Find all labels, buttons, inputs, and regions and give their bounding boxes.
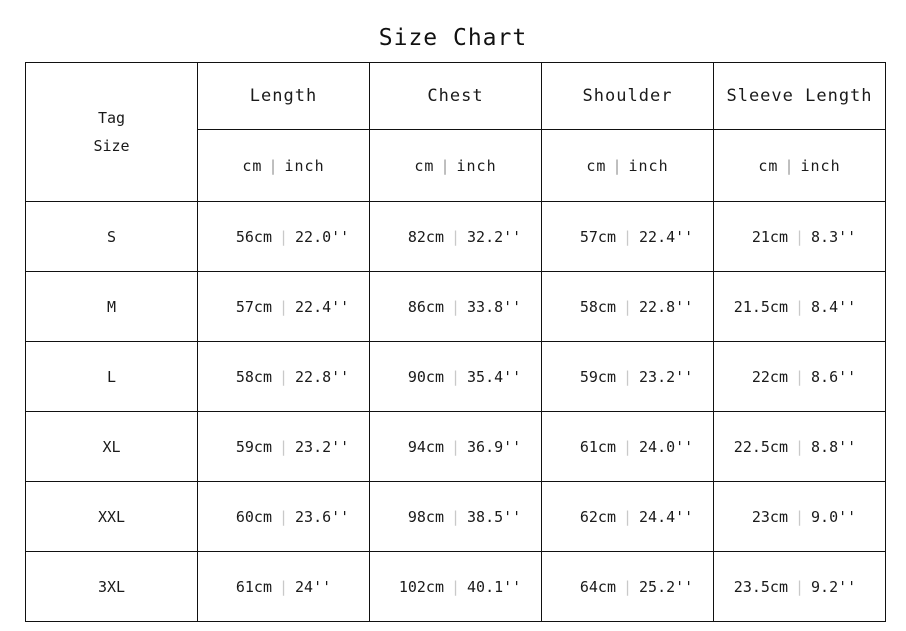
cell-sleeve-length — [714, 272, 886, 342]
cell-sleeve-inch: 9.0'' — [811, 507, 857, 526]
cell-chest-inch: 33.8'' — [467, 297, 522, 316]
cell-chest — [370, 482, 542, 552]
cell-chest-cm: 102cm — [398, 577, 444, 596]
cell-separator: | — [622, 577, 633, 596]
cell-separator: | — [278, 507, 289, 526]
cell-separator: | — [278, 577, 289, 596]
cell-separator: | — [278, 437, 289, 456]
cell-separator: | — [794, 507, 805, 526]
size-chart-table-container — [25, 62, 881, 622]
cell-chest — [370, 342, 542, 412]
cell-separator: | — [794, 437, 805, 456]
cell-shoulder-cm: 62cm — [579, 507, 616, 526]
row-size-label: M — [26, 272, 198, 342]
cell-sleeve-cm: 22cm — [751, 367, 788, 386]
cell-chest-cm: 98cm — [407, 507, 444, 526]
cell-separator: | — [794, 297, 805, 316]
cell-sleeve-inch: 8.6'' — [811, 367, 857, 386]
column-header-sleeve-length: Sleeve Length — [714, 63, 886, 130]
cell-sleeve-length — [714, 552, 886, 622]
cell-separator: | — [450, 367, 461, 386]
cell-length-inch: 22.4'' — [295, 297, 350, 316]
cell-separator: | — [622, 437, 633, 456]
cell-length — [198, 482, 370, 552]
cell-shoulder-cm: 61cm — [579, 437, 616, 456]
cell-chest — [370, 202, 542, 272]
cell-chest-inch: 36.9'' — [467, 437, 522, 456]
cell-sleeve-length — [714, 412, 886, 482]
table-header-row-group — [26, 63, 886, 130]
cell-chest-cm: 94cm — [407, 437, 444, 456]
cell-chest — [370, 412, 542, 482]
cell-separator: | — [450, 297, 461, 316]
cell-length — [198, 342, 370, 412]
cell-length-cm: 60cm — [235, 507, 272, 526]
cell-shoulder-cm: 57cm — [579, 227, 616, 246]
table-row — [26, 342, 886, 412]
cell-sleeve-cm: 21cm — [751, 227, 788, 246]
cell-separator: | — [622, 297, 633, 316]
cell-length-cm: 58cm — [235, 367, 272, 386]
cell-sleeve-inch: 8.8'' — [811, 437, 857, 456]
cell-chest-inch: 35.4'' — [467, 367, 522, 386]
unit-separator-chest: | — [440, 156, 451, 175]
cell-shoulder — [542, 552, 714, 622]
row-size-label: XXL — [26, 482, 198, 552]
cell-sleeve-cm: 23.5cm — [733, 577, 788, 596]
cell-length-cm: 61cm — [235, 577, 272, 596]
tag-size-header-line2: Size — [93, 137, 130, 155]
tag-size-header — [26, 63, 198, 202]
cell-separator: | — [794, 367, 805, 386]
cell-separator: | — [450, 227, 461, 246]
table-row — [26, 272, 886, 342]
cell-separator: | — [278, 367, 289, 386]
cell-length — [198, 202, 370, 272]
cell-separator: | — [622, 227, 633, 246]
cell-shoulder-inch: 24.4'' — [639, 507, 694, 526]
cell-sleeve-inch: 9.2'' — [811, 577, 857, 596]
cell-separator: | — [278, 297, 289, 316]
cell-sleeve-cm: 23cm — [751, 507, 788, 526]
cell-separator: | — [622, 507, 633, 526]
unit-cm-shoulder: cm — [586, 156, 607, 175]
cell-chest-cm: 90cm — [407, 367, 444, 386]
table-row — [26, 202, 886, 272]
cell-length — [198, 272, 370, 342]
cell-chest-cm: 86cm — [407, 297, 444, 316]
table-row — [26, 482, 886, 552]
row-size-label: 3XL — [26, 552, 198, 622]
cell-length-inch: 24'' — [295, 577, 332, 596]
cell-separator: | — [450, 507, 461, 526]
unit-inch-length: inch — [284, 156, 325, 175]
unit-separator-sleeve: | — [784, 156, 795, 175]
cell-shoulder — [542, 202, 714, 272]
column-header-length: Length — [198, 63, 370, 130]
cell-shoulder-inch: 25.2'' — [639, 577, 694, 596]
row-size-label: S — [26, 202, 198, 272]
column-header-shoulder: Shoulder — [542, 63, 714, 130]
cell-length — [198, 552, 370, 622]
unit-inch-shoulder: inch — [628, 156, 669, 175]
cell-shoulder — [542, 482, 714, 552]
unit-separator-shoulder: | — [612, 156, 623, 175]
table-row — [26, 552, 886, 622]
cell-chest-cm: 82cm — [407, 227, 444, 246]
cell-separator: | — [794, 577, 805, 596]
unit-inch-sleeve: inch — [800, 156, 841, 175]
cell-chest-inch: 40.1'' — [467, 577, 522, 596]
unit-cm-sleeve: cm — [758, 156, 779, 175]
cell-length-cm: 56cm — [235, 227, 272, 246]
cell-separator: | — [794, 227, 805, 246]
cell-length-cm: 57cm — [235, 297, 272, 316]
cell-separator: | — [622, 367, 633, 386]
page-title: Size Chart — [378, 25, 528, 51]
cell-length — [198, 412, 370, 482]
cell-shoulder-cm: 64cm — [579, 577, 616, 596]
cell-length-cm: 59cm — [235, 437, 272, 456]
cell-separator: | — [278, 227, 289, 246]
cell-chest — [370, 272, 542, 342]
cell-shoulder-inch: 23.2'' — [639, 367, 694, 386]
cell-length-inch: 22.0'' — [295, 227, 350, 246]
cell-length-inch: 22.8'' — [295, 367, 350, 386]
cell-sleeve-length — [714, 342, 886, 412]
tag-size-header-line1: Tag — [97, 108, 126, 127]
unit-separator-length: | — [268, 156, 279, 175]
cell-chest — [370, 552, 542, 622]
column-header-chest: Chest — [370, 63, 542, 130]
cell-shoulder — [542, 272, 714, 342]
cell-shoulder — [542, 342, 714, 412]
units-header-shoulder — [542, 130, 714, 202]
cell-shoulder-inch: 24.0'' — [639, 437, 694, 456]
cell-shoulder-inch: 22.8'' — [639, 297, 694, 316]
cell-sleeve-cm: 22.5cm — [733, 437, 788, 456]
row-size-label: L — [26, 342, 198, 412]
units-header-sleeve-length — [714, 130, 886, 202]
size-chart-table — [25, 62, 886, 622]
units-header-chest — [370, 130, 542, 202]
units-header-length — [198, 130, 370, 202]
cell-separator: | — [450, 437, 461, 456]
cell-sleeve-inch: 8.4'' — [811, 297, 857, 316]
unit-cm-chest: cm — [414, 156, 435, 175]
cell-sleeve-cm: 21.5cm — [733, 297, 788, 316]
cell-shoulder-cm: 59cm — [579, 367, 616, 386]
unit-inch-chest: inch — [456, 156, 497, 175]
cell-length-inch: 23.2'' — [295, 437, 350, 456]
cell-sleeve-length — [714, 482, 886, 552]
cell-separator: | — [450, 577, 461, 596]
cell-shoulder-inch: 22.4'' — [639, 227, 694, 246]
cell-shoulder-cm: 58cm — [579, 297, 616, 316]
unit-cm-length: cm — [242, 156, 263, 175]
cell-length-inch: 23.6'' — [295, 507, 350, 526]
cell-sleeve-length — [714, 202, 886, 272]
cell-sleeve-inch: 8.3'' — [811, 227, 857, 246]
row-size-label: XL — [26, 412, 198, 482]
cell-chest-inch: 32.2'' — [467, 227, 522, 246]
cell-shoulder — [542, 412, 714, 482]
table-row — [26, 412, 886, 482]
cell-chest-inch: 38.5'' — [467, 507, 522, 526]
